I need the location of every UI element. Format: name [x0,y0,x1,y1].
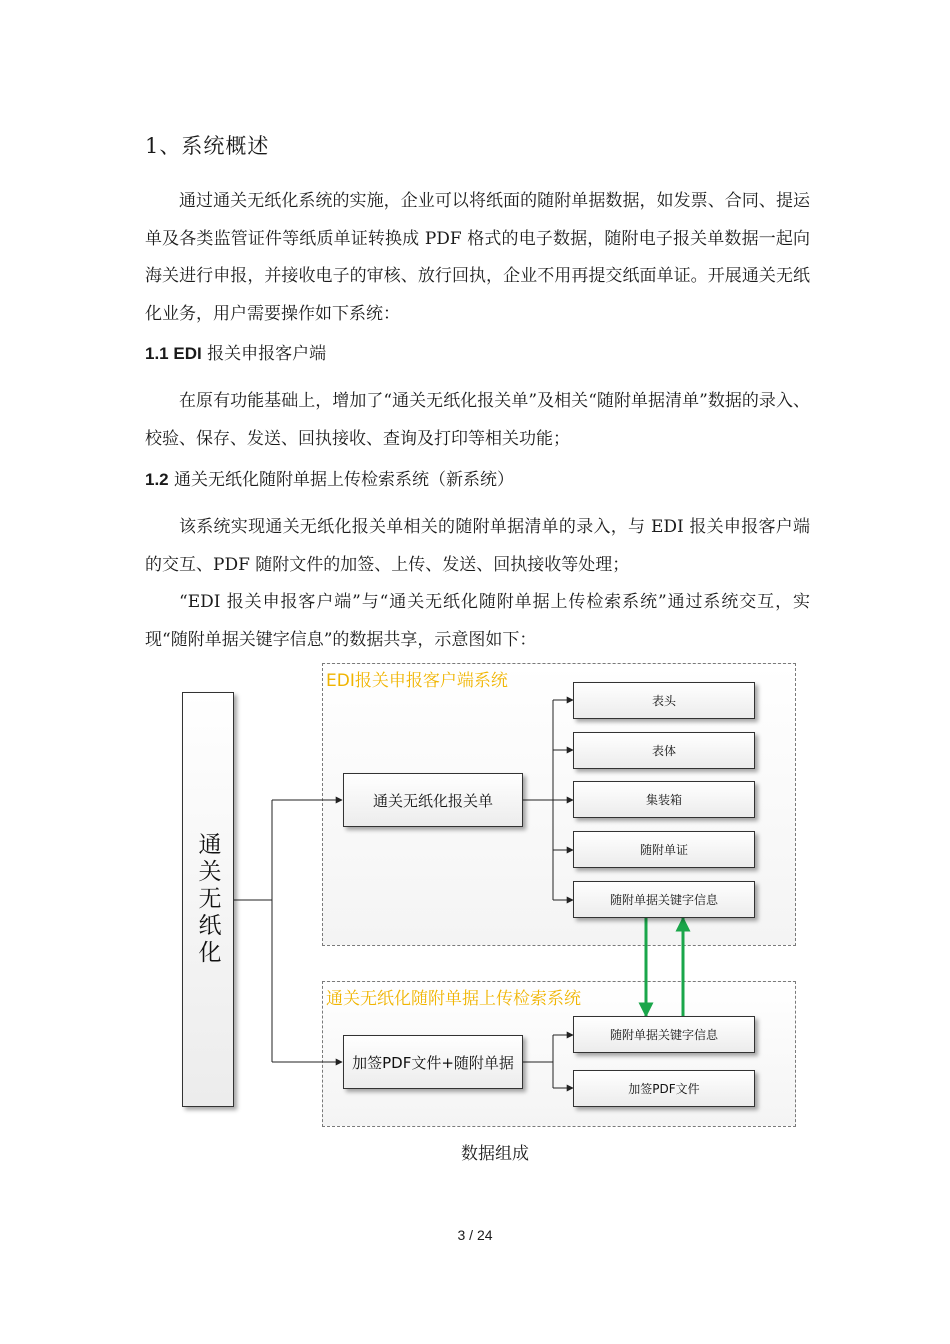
intro-paragraph: 通过通关无纸化系统的实施，企业可以将纸面的随附单据数据，如发票、合同、提运单及各类监管证件等纸质单证转换成 PDF 格式的电子数据，随附电子报关单数据一起向海关进行申报，并接收电子的审核、放行回执，企业不用再提交纸面单证。开展通关无纸化业务，用户需要操作如下系统： [145,191,810,324]
heading-text: 报关申报客户端 [201,344,327,364]
pdf-sign-node: 加签PDF文件+随附单据 [343,1035,523,1089]
heading-number: 1.2 [145,470,169,489]
item-body: 表体 [573,732,755,769]
s12-paragraph-2: “EDI 报关申报客户端”与“通关无纸化随附单据上传检索系统”通过系统交互，实现“随附单据关键字信息”的数据共享，示意图如下： [145,592,810,650]
heading-text: 通关无纸化随附单据上传检索系统（新系统） [168,470,515,490]
root-box: 通关无纸化 [182,692,234,1107]
s12-paragraph-1: 该系统实现通关无纸化报关单相关的随附单据清单的录入，与 EDI 报关申报客户端的交互、PDF 随附文件的加签、上传、发送、回执接收等处理； [145,517,810,575]
declaration-branch [523,700,553,900]
pdf-node-branch [523,1035,553,1088]
item-container: 集装箱 [573,781,755,818]
figure-caption: 数据组成 [461,1144,529,1164]
edi-system-title: EDI报关申报客户端系统 [326,671,508,691]
item-attached-docs: 随附单证 [573,831,755,868]
s11-paragraph: 在原有功能基础上，增加了“通关无纸化报关单”及相关“随附单据清单”数据的录入、校验、保存、发送、回执接收、查询及打印等相关功能； [145,391,810,449]
section-title: 1、系统概述 [145,134,270,158]
page-number: 3 / 24 [457,1227,493,1243]
item-keyword-info-2: 随附单据关键字信息 [573,1016,755,1053]
heading-number: 1.1 EDI [145,344,202,363]
item-keyword-info: 随附单据关键字信息 [573,881,755,918]
item-signed-pdf: 加签PDF文件 [573,1070,755,1107]
upload-system-title: 通关无纸化随附单据上传检索系统 [326,989,581,1009]
declaration-node: 通关无纸化报关单 [343,773,523,827]
item-header: 表头 [573,682,755,719]
root-connector [234,800,272,1062]
